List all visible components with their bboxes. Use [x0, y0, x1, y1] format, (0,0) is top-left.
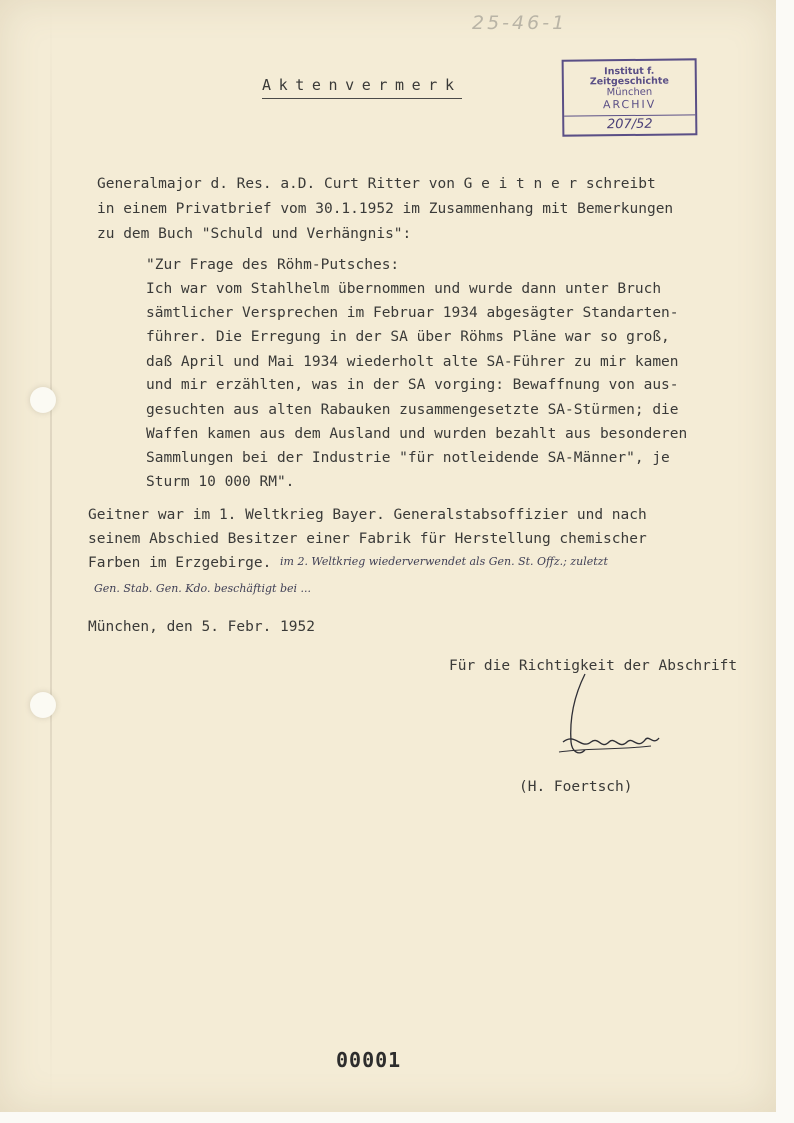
quote-line: und mir erzählten, was in der SA vorging: Bewaffnung von aus-	[146, 377, 679, 393]
scan-border-right	[776, 0, 794, 1123]
note-line: Farben im Erzgebirge.	[88, 555, 272, 571]
stamp-number: 207/52	[564, 114, 695, 132]
place-date: München, den 5. Febr. 1952	[88, 619, 315, 635]
archive-stamp	[562, 58, 698, 136]
handwritten-annotation: Gen. Stab. Gen. Kdo. beschäftigt bei ...	[94, 582, 312, 595]
note-line: Geitner war im 1. Weltkrieg Bayer. Generalstabsoffizier und nach	[88, 507, 647, 523]
quote-line: gesuchten aus alten Rabauken zusammengesetzte SA-Stürmen; die	[146, 402, 679, 418]
intro-line: zu dem Buch "Schuld und Verhängnis":	[97, 226, 412, 242]
punch-hole	[30, 387, 56, 413]
quote-line: daß April und Mai 1934 wiederholt alte SA-Führer zu mir kamen	[146, 354, 679, 370]
handwritten-annotation: im 2. Weltkrieg wiederverwendet als Gen. St. Offz.; zuletzt	[280, 555, 608, 568]
quote-line: Sammlungen bei der Industrie "für notleidende SA-Männer", je	[146, 450, 670, 466]
document-heading: Aktenvermerk	[262, 76, 462, 99]
quote-line: Ich war vom Stahlhelm übernommen und wurde dann unter Bruch	[146, 281, 662, 297]
stamp-institute: Institut f. Zeitgeschichte	[589, 65, 669, 88]
quote-line: Sturm 10 000 RM".	[146, 474, 295, 490]
quote-line: Waffen kamen aus dem Ausland und wurden bezahlt aus besonderen	[146, 426, 688, 442]
scan-border-bottom	[0, 1112, 794, 1123]
intro-line: Generalmajor d. Res. a.D. Curt Ritter von G e i t n e r schreibt	[97, 176, 656, 192]
intro-line: in einem Privatbrief vom 30.1.1952 im Zusammenhang mit Bemerkungen	[97, 201, 674, 217]
certification-line: Für die Richtigkeit der Abschrift	[449, 658, 738, 674]
archive-number: 25-46-1	[472, 12, 568, 34]
handwritten-signature	[555, 672, 665, 767]
quote-line: führer. Die Erregung in der SA über Röhms Pläne war so groß,	[146, 329, 670, 345]
punch-hole	[30, 692, 56, 718]
quote-line: sämtlicher Versprechen im Februar 1934 abgesägter Standarten-	[146, 305, 679, 321]
signatory-name: (H. Foertsch)	[519, 779, 633, 795]
stamp-city: München	[606, 86, 653, 99]
note-line: seinem Abschied Besitzer einer Fabrik für Herstellung chemischer	[88, 531, 647, 547]
stamp-archive: ARCHIV	[602, 98, 657, 112]
quote-line: "Zur Frage des Röhm-Putsches:	[146, 257, 400, 273]
paper-fold	[50, 0, 52, 1112]
document-number: 00001	[336, 1048, 402, 1072]
